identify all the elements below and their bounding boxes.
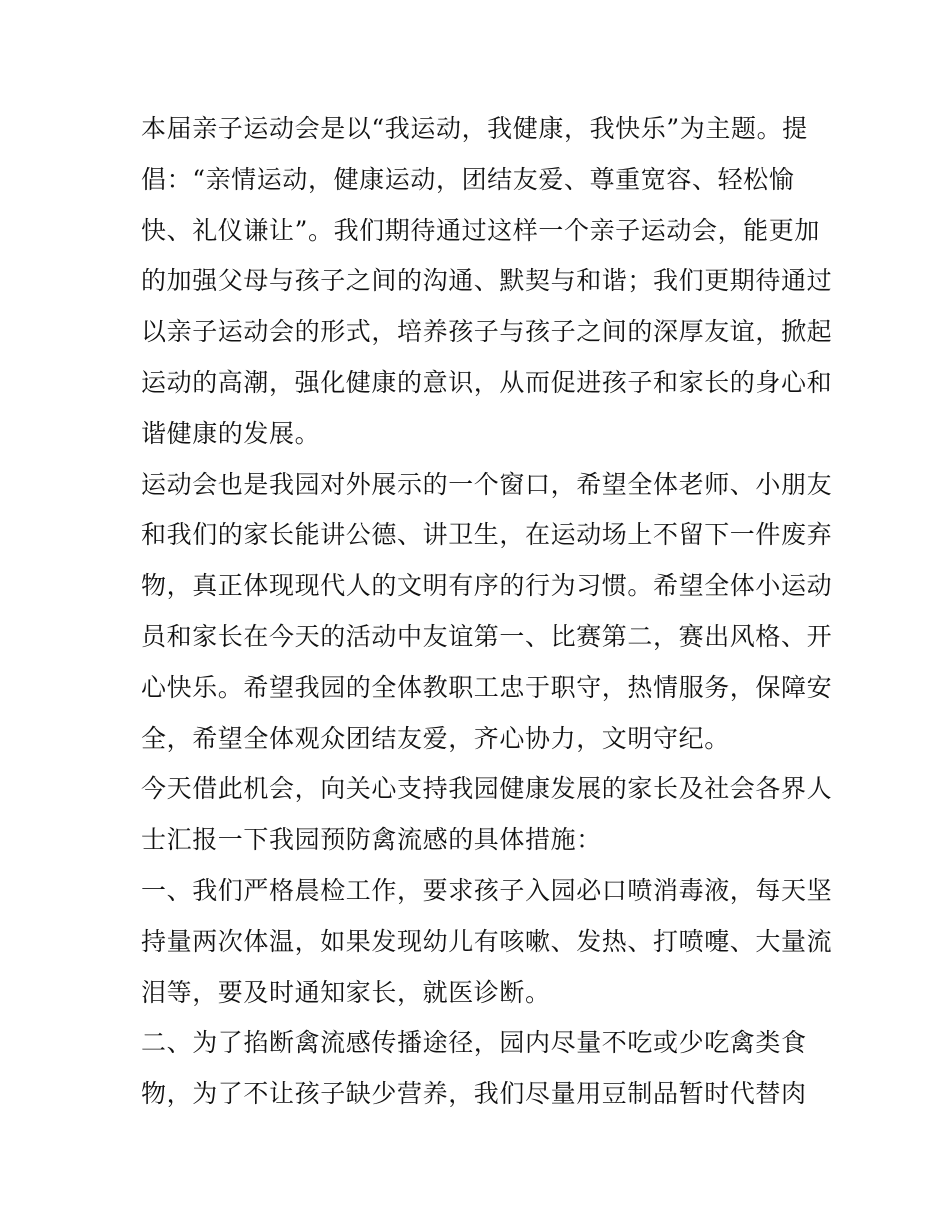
text-line: 持量两次体温，如果发现幼儿有咳嗽、发热、打喷嚏、大量流 (141, 926, 833, 956)
text-line: 士汇报一下我园预防禽流感的具体措施： (141, 825, 602, 855)
text-line: 以亲子运动会的形式，培养孩子与孩子之间的深厚友谊，掀起 (141, 317, 833, 347)
document-body (141, 104, 833, 1120)
text-line: 快、礼仪谦让”。我们期待通过这样一个亲子运动会，能更加 (141, 215, 820, 245)
text-line: 今天借此机会，向关心支持我园健康发展的家长及社会各界人 (141, 774, 833, 804)
paragraph-measure-one (141, 866, 833, 1018)
text-line: 泪等，要及时通知家长，就医诊断。 (141, 977, 551, 1007)
text-line: 心快乐。希望我园的全体教职工忠于职守，热情服务，保障安 (141, 672, 833, 702)
text-line: 员和家长在今天的活动中友谊第一、比赛第二，赛出风格、开 (141, 621, 833, 651)
paragraph-window (141, 460, 833, 765)
text-line: 和我们的家长能讲公德、讲卫生，在运动场上不留下一件废弃 (141, 520, 833, 550)
text-line: 物，真正体现现代人的文明有序的行为习惯。希望全体小运动 (141, 571, 833, 601)
text-line: 谐健康的发展。 (141, 418, 321, 448)
paragraph-report (141, 764, 833, 866)
paragraph-measure-two (141, 1018, 821, 1120)
text-line: 倡：“亲情运动，健康运动，团结友爱、尊重宽容、轻松愉 (141, 164, 795, 194)
text-line: 运动会也是我园对外展示的一个窗口，希望全体老师、小朋友 (141, 469, 833, 499)
text-line: 运动的高潮，强化健康的意识，从而促进孩子和家长的身心和 (141, 367, 833, 397)
text-line: 全，希望全体观众团结友爱，齐心协力，文明守纪。 (141, 723, 730, 753)
text-line: 本届亲子运动会是以“我运动，我健康，我快乐”为主题。提 (141, 114, 808, 143)
text-line: 二、为了掐断禽流感传播途径，园内尽量不吃或少吃禽类食 (141, 1028, 807, 1058)
text-line: 物，为了不让孩子缺少营养，我们尽量用豆制品暂时代替肉 (141, 1079, 807, 1109)
text-line: 的加强父母与孩子之间的沟通、默契与和谐；我们更期待通过 (141, 266, 833, 296)
text-line: 一、我们严格晨检工作，要求孩子入园必口喷消毒液，每天坚 (141, 875, 833, 905)
paragraph-theme (141, 104, 833, 460)
